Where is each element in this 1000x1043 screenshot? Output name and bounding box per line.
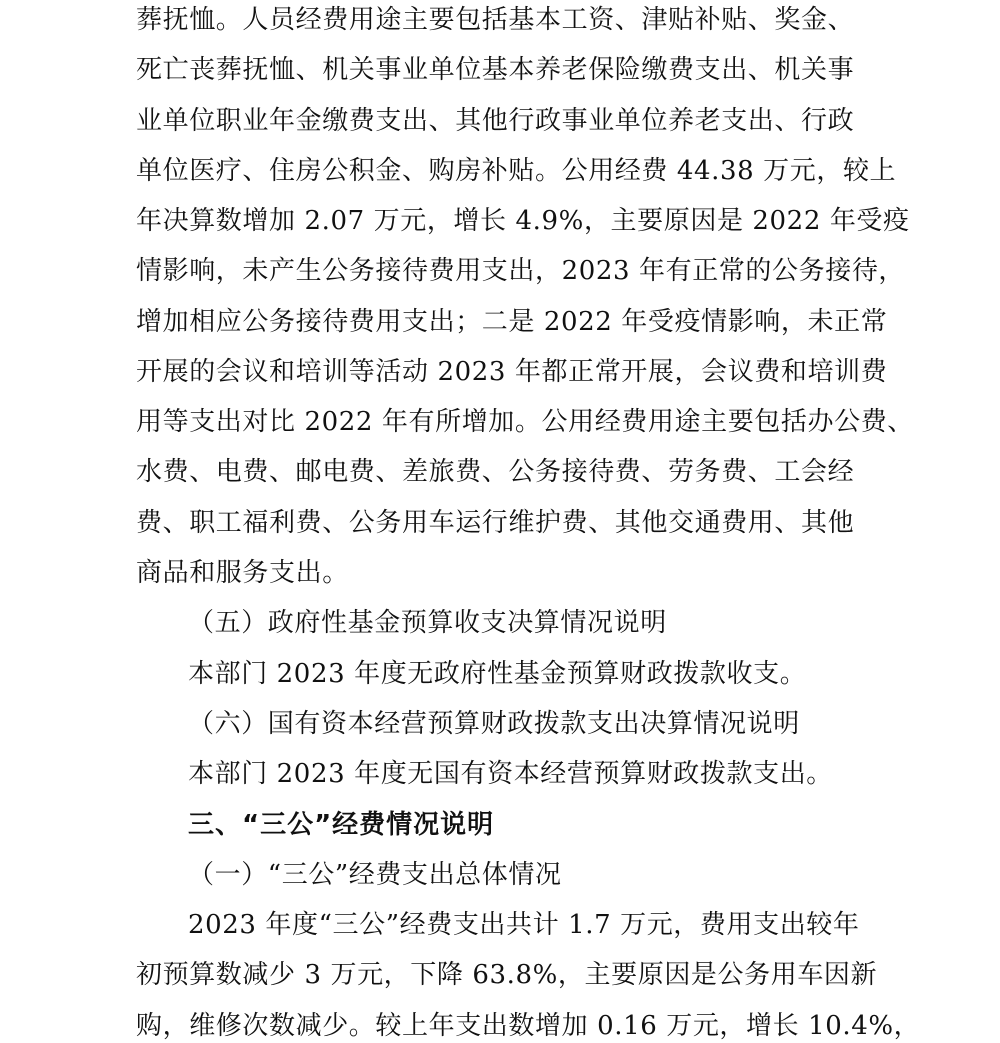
section-five-body: 本部门 2023 年度无政府性基金预算财政拨款收支。 bbox=[188, 659, 807, 689]
paragraph-line: 购，维修次数减少。较上年支出数增加 0.16 万元，增长 10.4%， bbox=[136, 1011, 921, 1041]
paragraph-line: 开展的会议和培训等活动 2023 年都正常开展，会议费和培训费 bbox=[136, 357, 888, 387]
section-five-heading: （五）政府性基金预算收支决算情况说明 bbox=[188, 608, 667, 638]
paragraph-line: 商品和服务支出。 bbox=[136, 558, 349, 588]
paragraph-line: 2023 年度“三公”经费支出共计 1.7 万元，费用支出较年 bbox=[188, 910, 860, 940]
section-six-heading: （六）国有资本经营预算财政拨款支出决算情况说明 bbox=[188, 709, 800, 739]
paragraph-line: 增加相应公务接待费用支出；二是 2022 年受疫情影响，未正常 bbox=[136, 307, 888, 337]
paragraph-line: 死亡丧葬抚恤、机关事业单位基本养老保险缴费支出、机关事 bbox=[136, 55, 855, 85]
paragraph-line: 用等支出对比 2022 年有所增加。公用经费用途主要包括办公费、 bbox=[136, 407, 914, 437]
paragraph-line: 葬抚恤。人员经费用途主要包括基本工资、津贴补贴、奖金、 bbox=[136, 5, 855, 35]
section-three-subheading: （一）“三公”经费支出总体情况 bbox=[188, 860, 562, 890]
paragraph-line: 初预算数减少 3 万元，下降 63.8%，主要原因是公务用车因新 bbox=[136, 960, 878, 990]
paragraph-line: 单位医疗、住房公积金、购房补贴。公用经费 44.38 万元，较上 bbox=[136, 156, 897, 186]
paragraph-line: 情影响，未产生公务接待费用支出，2023 年有正常的公务接待， bbox=[136, 256, 906, 286]
paragraph-line: 业单位职业年金缴费支出、其他行政事业单位养老支出、行政 bbox=[136, 106, 855, 136]
paragraph-line: 年决算数增加 2.07 万元，增长 4.9%，主要原因是 2022 年受疫 bbox=[136, 206, 910, 236]
section-six-body: 本部门 2023 年度无国有资本经营预算财政拨款支出。 bbox=[188, 759, 833, 789]
paragraph-line: 费、职工福利费、公务用车运行维护费、其他交通费用、其他 bbox=[136, 508, 855, 538]
paragraph-line: 水费、电费、邮电费、差旅费、公务接待费、劳务费、工会经 bbox=[136, 457, 855, 487]
section-three-heading: 三、“三公”经费情况说明 bbox=[188, 810, 495, 840]
